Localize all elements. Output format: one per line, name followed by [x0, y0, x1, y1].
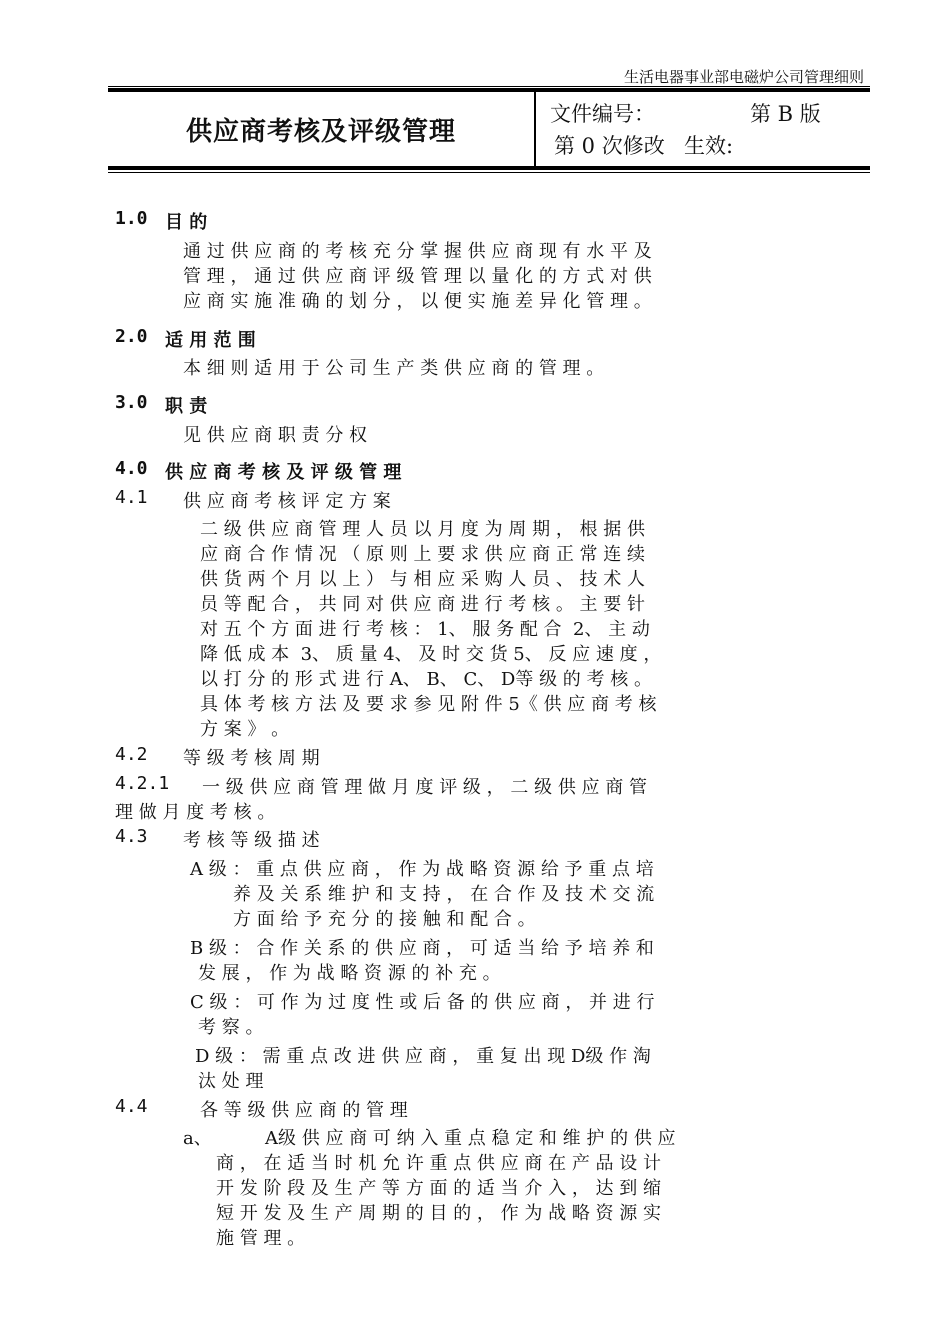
section-4-4-number: 4.4: [115, 1096, 148, 1117]
section-4-1-line: 降 低 成 本 3、 质 量 4、 及 时 交 货 5、 反 应 速 度 ，: [200, 644, 662, 665]
grade-b-line: 发 展 ， 作 为 战 略 资 源 的 补 充 。: [198, 963, 501, 984]
grade-d-line: 汰 处 理: [198, 1071, 264, 1092]
grade-c-line: C 级 ： 可 作 为 过 度 性 或 后 备 的 供 应 商 ， 并 进 行: [190, 992, 655, 1013]
section-4-2-1-line: 理 做 月 度 考 核 。: [115, 802, 276, 823]
title-rule-thin: [108, 172, 870, 173]
company-header-line: 生活电器事业部电磁炉公司管理细则: [623, 68, 864, 86]
section-4-1-line: 员 等 配 合 ， 共 同 对 供 应 商 进 行 考 核 。 主 要 针: [200, 594, 645, 615]
grade-a-line: 养 及 关 系 维 护 和 支 持 ， 在 合 作 及 技 术 交 流: [233, 884, 655, 905]
section-4-4-title: 各 等 级 供 应 商 的 管 理: [200, 1100, 408, 1121]
section-1-number: 1.0: [115, 208, 148, 229]
section-4-1-number: 4.1: [115, 487, 148, 508]
section-2-number: 2.0: [115, 326, 148, 347]
section-4-1-line: 对 五 个 方 面 进 行 考 核 ： 1、 服 务 配 合 2、 主 动: [200, 619, 650, 640]
section-4-2-number: 4.2: [115, 744, 148, 765]
item-a-line: A级 供 应 商 可 纳 入 重 点 稳 定 和 维 护 的 供 应: [265, 1128, 676, 1149]
section-4-1-title: 供 应 商 考 核 评 定 方 案: [183, 491, 391, 512]
version-label: 第 B 版: [750, 102, 821, 126]
item-a-line: 开 发 阶 段 及 生 产 等 方 面 的 适 当 介 入 ， 达 到 缩: [216, 1178, 661, 1199]
section-4-1-line: 二 级 供 应 商 管 理 人 员 以 月 度 为 周 期 ， 根 据 供: [200, 519, 645, 540]
section-4-number: 4.0: [115, 458, 148, 479]
doc-number-label: 文件编号：: [550, 102, 655, 126]
section-4-1-line: 应 商 合 作 情 况 （ 原 则 上 要 求 供 应 商 正 常 连 续: [200, 544, 645, 565]
section-2-line: 本 细 则 适 用 于 公 司 生 产 类 供 应 商 的 管 理 。: [183, 358, 605, 379]
item-a-line: 短 开 发 及 生 产 周 期 的 目 的 ， 作 为 战 略 资 源 实: [216, 1203, 661, 1224]
title-box: [108, 92, 870, 166]
section-1-line: 管 理 ， 通 过 供 应 商 评 级 管 理 以 量 化 的 方 式 对 供: [183, 266, 652, 287]
header-rule-thin: [108, 86, 870, 87]
item-a-line: 施 管 理 。: [216, 1228, 306, 1249]
grade-b-line: B 级 ： 合 作 关 系 的 供 应 商 ， 可 适 当 给 予 培 养 和: [190, 938, 654, 959]
section-4-2-1-line: 一 级 供 应 商 管 理 做 月 度 评 级 ， 二 级 供 应 商 管: [202, 777, 647, 798]
effective-label: 生效:: [684, 134, 734, 158]
doc-info-cell: [536, 92, 870, 166]
section-3-line: 见 供 应 商 职 责 分 权: [183, 425, 368, 446]
section-1-line: 通 过 供 应 商 的 考 核 充 分 掌 握 供 应 商 现 有 水 平 及: [183, 241, 652, 262]
section-4-title: 供 应 商 考 核 及 评 级 管 理: [165, 462, 402, 483]
section-4-2-1-number: 4.2.1: [115, 773, 170, 794]
section-4-1-line: 以 打 分 的 形 式 进 行 A、 B、 C、 D等 级 的 考 核 。: [200, 669, 652, 690]
revision-label: 第 0 次修改: [554, 134, 665, 158]
grade-a-line: 方 面 给 予 充 分 的 接 触 和 配 合 。: [233, 909, 536, 930]
title-rule-thick: [108, 166, 870, 170]
grade-a-line: A 级 ： 重 点 供 应 商 ， 作 为 战 略 资 源 给 予 重 点 培: [190, 859, 654, 880]
section-4-1-line: 具 体 考 核 方 法 及 要 求 参 见 附 件 5《 供 应 商 考 核: [200, 694, 657, 715]
document-title: 供应商考核及评级管理: [185, 116, 456, 147]
section-3-title: 职 责: [165, 396, 208, 417]
item-a-line: 商 ， 在 适 当 时 机 允 许 重 点 供 应 商 在 产 品 设 计: [216, 1153, 661, 1174]
grade-d-line: D 级 ： 需 重 点 改 进 供 应 商 ， 重 复 出 现 D级 作 淘: [195, 1046, 651, 1067]
section-3-number: 3.0: [115, 392, 148, 413]
section-2-title: 适 用 范 围: [165, 330, 256, 351]
section-4-3-number: 4.3: [115, 826, 148, 847]
item-a-prefix: a、: [183, 1128, 212, 1149]
section-1-title: 目 的: [165, 212, 208, 233]
section-4-1-line: 供 货 两 个 月 以 上 ） 与 相 应 采 购 人 员 、 技 术 人: [200, 569, 645, 590]
section-4-2-title: 等 级 考 核 周 期: [183, 748, 320, 769]
grade-c-line: 考 察 。: [198, 1017, 264, 1038]
section-4-3-title: 考 核 等 级 描 述: [183, 830, 320, 851]
title-cell: [108, 92, 536, 166]
section-4-1-line: 方 案 》 。: [200, 719, 290, 740]
section-1-line: 应 商 实 施 准 确 的 划 分 ， 以 便 实 施 差 异 化 管 理 。: [183, 291, 652, 312]
